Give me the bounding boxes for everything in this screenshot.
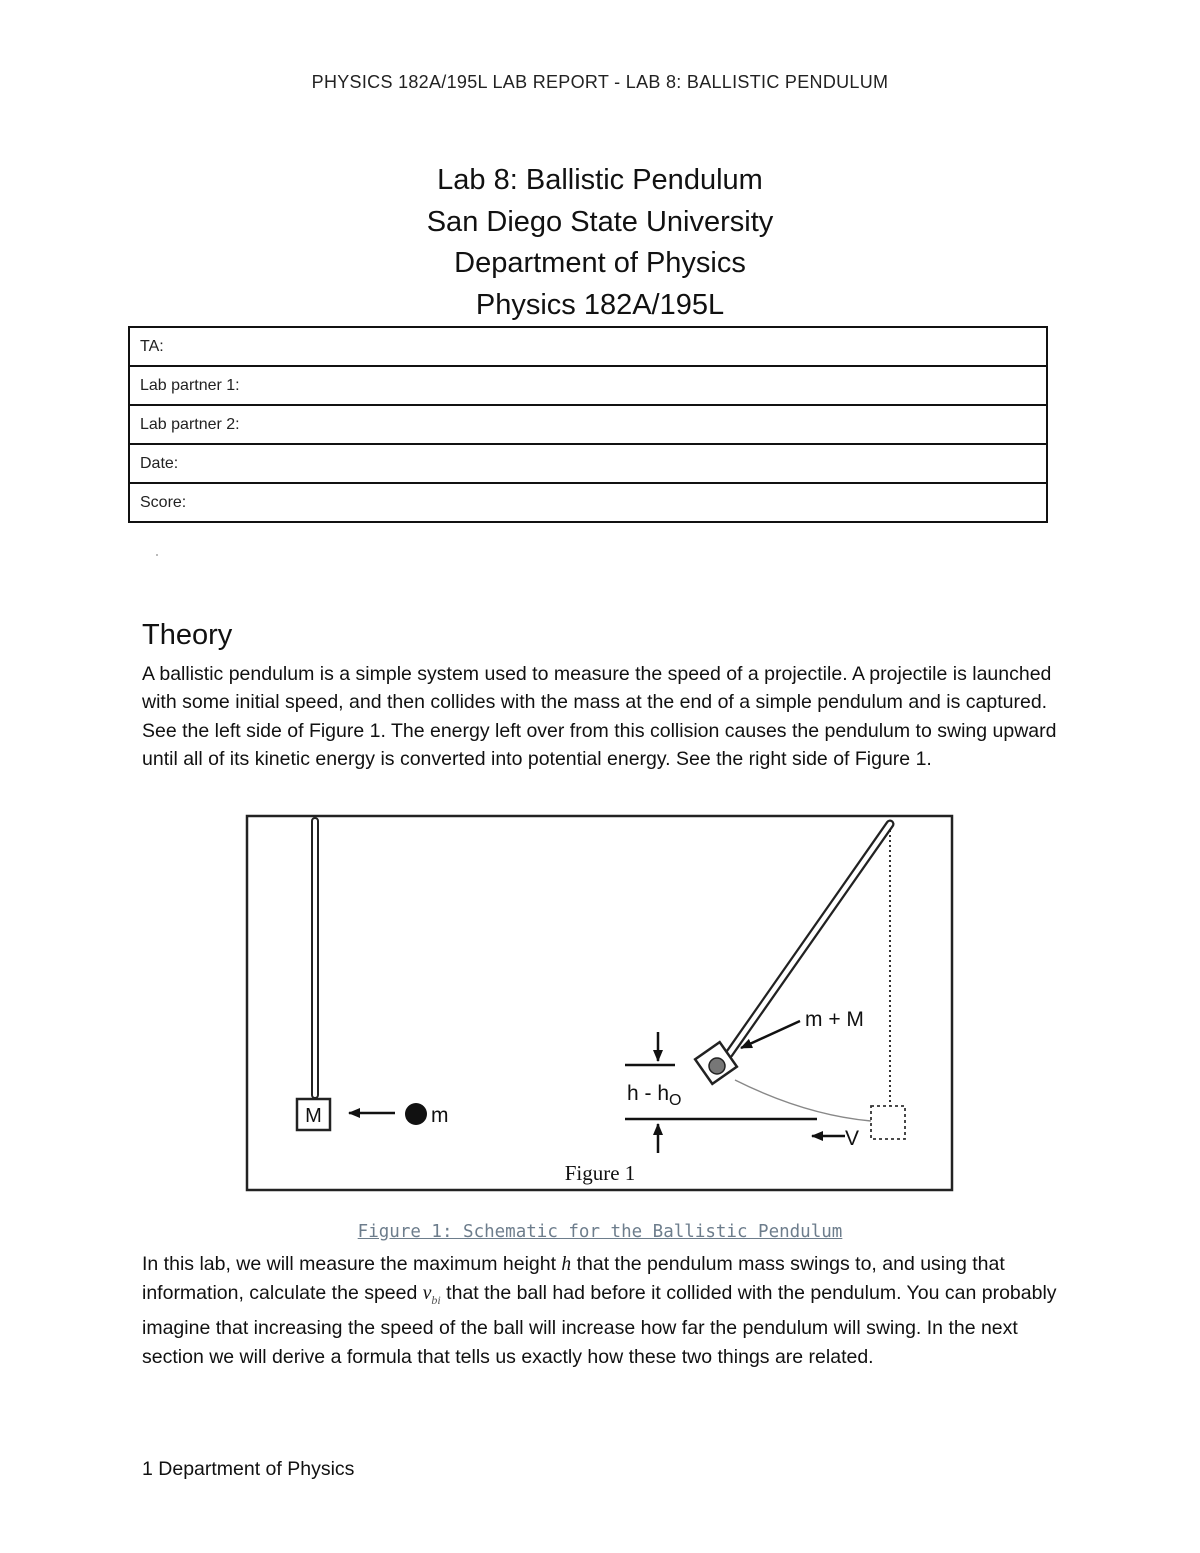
label-V: V [845,1127,860,1150]
paragraph-2-part-b: that the pendulum mass swings to, and using that information, calculate the speed [142,1253,1005,1305]
table-row [129,483,1047,522]
lab-partner-1-field[interactable]: Lab partner 1: [129,366,1047,405]
swing-arc [735,1080,871,1121]
symbol-v-subscript: bi [431,1293,441,1308]
label-m-plus-M: m + M [805,1008,864,1031]
theory-heading: Theory [142,619,233,651]
date-field[interactable]: Date: [129,444,1047,483]
figure-inner-caption: Figure 1 [564,1161,636,1185]
table-row [129,405,1047,444]
symbol-h: h [561,1254,572,1275]
info-table [128,326,1048,523]
label-m: m [431,1104,449,1127]
paragraph-2-part-a: In this lab, we will measure the maximum height [142,1253,562,1275]
title-block [0,160,1200,326]
lab-partner-2-field[interactable]: Lab partner 2: [129,405,1047,444]
label-height-main: h - h [627,1082,670,1105]
label-height-sub: O [669,1092,682,1109]
ball [405,1103,427,1125]
page-footer: 1 Department of Physics [142,1458,355,1480]
course-name: Physics 182A/195L [475,288,725,321]
department-name: Department of Physics [454,247,746,279]
table-row [129,366,1047,405]
rest-position-box [871,1106,905,1139]
ta-field[interactable]: TA: [129,327,1047,366]
lab-title: Lab 8: Ballistic Pendulum [437,164,763,196]
paragraph-2-part-c: that the ball had before it collided with the pendulum. You can probably imagine that increasing the speed of the ball will increase how far the pendulum will swing. In the next section we will derive a formula that tells us exactly how these two things are related. [142,1282,1057,1368]
figure-caption: Figure 1: Schematic for the Ballistic Pendulum [357,1222,843,1242]
label-M: M [305,1105,322,1127]
symbol-v: v [422,1283,432,1305]
theory-paragraph-2 [142,1250,1072,1371]
running-header: PHYSICS 182A/195L LAB REPORT - LAB 8: BALLISTIC PENDULUM [311,72,889,92]
table-row [129,327,1047,366]
figure-1 [245,810,955,1195]
university-name: San Diego State University [426,205,774,238]
pendulum-rod [312,818,318,1098]
captured-ball [709,1058,725,1074]
theory-paragraph-1: A ballistic pendulum is a simple system used to measure the speed of a projectile. A projectile is launched with some initial speed, and then collides with the mass at the end of a simple pendulum and is captured. See the left side of Figure 1. The energy left over from this collision causes the pendulum to swing upward until all of its kinetic energy is converted into potential energy. See the right side of Figure 1. [142,663,1057,770]
label-height [627,1082,681,1109]
stray-mark [156,554,158,556]
score-field[interactable]: Score: [129,483,1047,522]
figure-1-schematic [245,810,955,1195]
table-row [129,444,1047,483]
